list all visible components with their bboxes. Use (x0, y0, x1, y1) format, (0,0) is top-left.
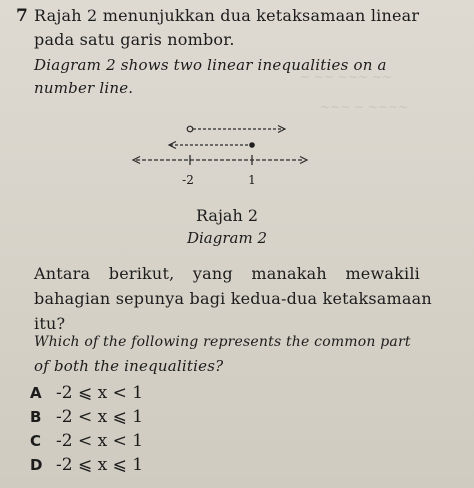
option-letter: A (30, 384, 42, 402)
option-expression: -2 ⩽ x ⩽ 1 (56, 455, 144, 475)
option-b[interactable] (30, 407, 143, 427)
option-letter: B (30, 408, 42, 426)
diagram-caption-malay: Rajah 2 (195, 206, 259, 225)
question-text-malay-line-2: pada satu garis nombor. (34, 30, 235, 49)
prompt-english-line-2: of both the inequalities? (34, 357, 224, 375)
prompt-word: yang (192, 264, 233, 283)
prompt-word: Antara (34, 264, 91, 283)
option-letter: D (30, 456, 43, 474)
prompt-word: berikut, (108, 264, 175, 283)
diagram-caption-english: Diagram 2 (186, 229, 268, 247)
prompt-malay-line-3: itu? (34, 314, 66, 333)
option-expression: -2 ⩽ x < 1 (56, 383, 144, 403)
open-circle-marker (187, 126, 193, 132)
option-a[interactable] (30, 383, 143, 403)
inequality-arrow-right (187, 126, 285, 133)
prompt-english-line-1: Which of the following represents the common part (34, 334, 411, 350)
option-letter: C (30, 432, 42, 450)
number-line-axis (133, 155, 307, 165)
prompt-word: mewakili (345, 264, 420, 283)
option-expression: -2 < x < 1 (56, 431, 144, 451)
prompt-word: manakah (251, 264, 327, 283)
option-expression: -2 < x ⩽ 1 (56, 407, 144, 427)
tick-label-minus-two: -2 (182, 173, 194, 187)
prompt-malay-line-1 (34, 264, 420, 283)
bleed-through-text: ~ ~~ ~~~ ~~ (300, 70, 392, 84)
bleed-through-text: ~~~ ~ ~~~~ (320, 100, 409, 114)
option-c[interactable] (30, 431, 143, 451)
question-text-malay-line-1: Rajah 2 menunjukkan dua ketaksamaan linear (34, 6, 420, 25)
question-text-english-line-2: number line. (34, 79, 134, 97)
question-text-english-line-1: Diagram 2 shows two linear inequalities on a (34, 56, 387, 74)
option-d[interactable] (30, 455, 143, 475)
closed-circle-marker (249, 142, 255, 148)
tick-label-one: 1 (248, 173, 256, 187)
inequality-arrow-left (169, 142, 255, 149)
question-number: 7 (16, 6, 28, 26)
prompt-malay-line-2: bahagian sepunya bagi kedua-dua ketaksamaan (34, 289, 432, 308)
